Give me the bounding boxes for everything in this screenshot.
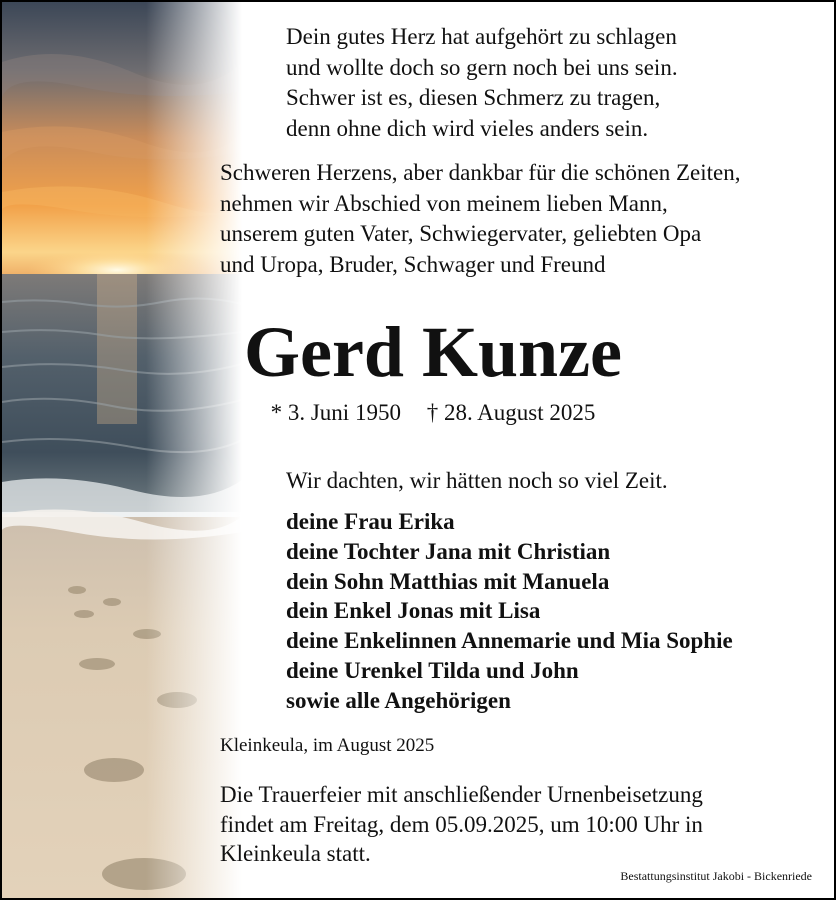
mourners-list <box>286 507 733 716</box>
beach-sunset-footprints-image <box>2 2 242 898</box>
funeral-line: findet am Freitag, dem 05.09.2025, um 10:00 Uhr in <box>220 811 703 837</box>
birth-date: * 3. Juni 1950 <box>270 400 401 425</box>
mourner: deine Tochter Jana mit Christian <box>286 538 611 564</box>
funeral-info <box>220 780 703 869</box>
farewell-text <box>220 158 740 280</box>
poem <box>286 22 678 144</box>
place-and-date: Kleinkeula, im August 2025 <box>220 735 435 756</box>
farewell-line: unserem guten Vater, Schwiegervater, geliebten Opa <box>220 221 702 246</box>
funeral-line: Die Trauerfeier mit anschließender Urnenbeisetzung <box>220 782 703 807</box>
death-date: † 28. August 2025 <box>426 400 596 425</box>
poem-line: Dein gutes Herz hat aufgehört zu schlagen <box>286 24 677 49</box>
quote: Wir dachten, wir hätten noch so viel Zeit. <box>286 468 668 493</box>
undertaker-credit: Bestattungsinstitut Jakobi - Bickenriede <box>620 869 812 883</box>
farewell-line: und Uropa, Bruder, Schwager und Freund <box>220 251 606 277</box>
mourner: dein Enkel Jonas mit Lisa <box>286 598 541 624</box>
funeral-line: Kleinkeula statt. <box>220 841 371 866</box>
deceased-name: Gerd Kunze <box>244 312 622 392</box>
mourner: dein Sohn Matthias mit Manuela <box>286 568 610 594</box>
farewell-line: Schweren Herzens, aber dankbar für die schönen Zeiten, <box>220 160 741 185</box>
mourner: sowie alle Angehörigen <box>286 687 511 713</box>
farewell-line: nehmen wir Abschied von meinem lieben Mann, <box>220 190 668 216</box>
mourner: deine Enkelinnen Annemarie und Mia Sophie <box>286 628 733 654</box>
poem-line: denn ohne dich wird vieles anders sein. <box>286 115 649 141</box>
mourner: deine Frau Erika <box>286 509 455 534</box>
poem-line: und wollte doch so gern noch bei uns sein. <box>286 54 678 80</box>
poem-line: Schwer ist es, diesen Schmerz zu tragen, <box>286 85 661 110</box>
mourner: deine Urenkel Tilda und John <box>286 657 579 683</box>
life-dates <box>2 398 834 428</box>
